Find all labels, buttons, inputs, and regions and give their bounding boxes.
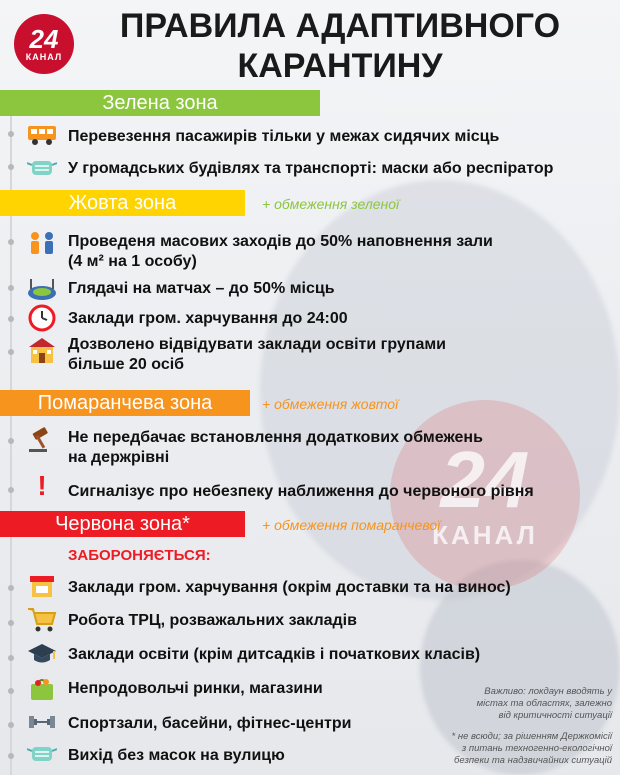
background-logo-label: КАНАЛ bbox=[432, 519, 538, 550]
zone-orange-bar: Помаранчева зона bbox=[0, 390, 250, 416]
clock-icon bbox=[26, 304, 58, 332]
dumbbell-icon bbox=[26, 708, 58, 736]
timeline-dot bbox=[8, 620, 14, 626]
zone-red-bar: Червона зона* bbox=[0, 511, 245, 537]
red-extra: + обмеження помаранчевої bbox=[262, 517, 441, 533]
orange-item-national-level: на держрівні bbox=[68, 449, 170, 466]
note-important bbox=[477, 686, 612, 722]
gavel-icon bbox=[26, 426, 58, 454]
zone-green-bar: Зелена зона bbox=[0, 90, 320, 116]
timeline-dot bbox=[8, 438, 14, 444]
logo-number: 24 bbox=[29, 24, 59, 54]
red-item-catering: Заклади гром. харчування (окрім доставки та на винос) bbox=[68, 579, 511, 596]
yellow-item-matches: Глядачі на матчах – до 50% місць bbox=[68, 280, 335, 297]
green-item-masks: У громадських будівлях та транспорті: маски або респіратор bbox=[68, 160, 554, 177]
food-stall-icon bbox=[26, 572, 58, 600]
red-item-markets: Непродовольчі ринки, магазини bbox=[68, 680, 323, 697]
timeline-dot bbox=[8, 131, 14, 137]
red-item-sports: Спортзали, басейни, фітнес-центри bbox=[68, 715, 352, 732]
timeline-dot bbox=[8, 316, 14, 322]
bus-icon bbox=[26, 121, 58, 149]
red-item-no-masks: Вихід без масок на вулицю bbox=[68, 747, 285, 764]
forbidden-label: ЗАБОРОНЯЄТЬСЯ: bbox=[68, 547, 211, 564]
timeline-dot bbox=[8, 655, 14, 661]
timeline-dot bbox=[8, 164, 14, 170]
orange-item-no-extra-restrictions: Не передбачає встановлення додаткових обмежень bbox=[68, 429, 483, 446]
green-item-transport: Перевезення пасажирів тільки у межах сидячих місць bbox=[68, 128, 500, 145]
timeline-dot bbox=[8, 688, 14, 694]
note-asterisk-line: * не всюди; за рішенням Держкомісії bbox=[451, 731, 612, 742]
shopping-cart-icon bbox=[26, 606, 58, 634]
timeline-dot bbox=[8, 722, 14, 728]
mask-icon bbox=[26, 154, 58, 182]
timeline-dot bbox=[8, 585, 14, 591]
yellow-item-events: Проведеня масових заходів до 50% наповнення зали bbox=[68, 233, 493, 250]
note-important-line: містах та областях, залежно bbox=[476, 698, 612, 709]
yellow-extra: + обмеження зеленої bbox=[262, 196, 400, 212]
zone-yellow-bar: Жовта зона bbox=[0, 190, 245, 216]
red-item-malls: Робота ТРЦ, розважальних закладів bbox=[68, 612, 357, 629]
school-building-icon bbox=[26, 337, 58, 365]
crowd-icon bbox=[26, 229, 58, 257]
logo-label: КАНАЛ bbox=[25, 52, 63, 62]
stadium-icon bbox=[26, 275, 58, 303]
timeline-dot bbox=[8, 239, 14, 245]
page-title: ПРАВИЛА АДАПТИВНОГО КАРАНТИНУ bbox=[119, 7, 561, 85]
yellow-item-events-detail: (4 м² на 1 особу) bbox=[68, 253, 197, 270]
note-asterisk-line: з питань техногенно-екологічної bbox=[461, 743, 612, 754]
note-important-line: Важливо: локдаун вводять у bbox=[484, 686, 612, 697]
yellow-item-education-detail: більше 20 осіб bbox=[68, 356, 185, 373]
background-logo-number: 24 bbox=[440, 434, 530, 524]
timeline-dot bbox=[8, 753, 14, 759]
red-item-education: Заклади освіти (крім дитсадків і початкових класів) bbox=[68, 646, 481, 663]
channel-logo bbox=[14, 14, 74, 74]
note-asterisk bbox=[452, 731, 612, 767]
timeline-dot bbox=[8, 285, 14, 291]
timeline-dot bbox=[8, 487, 14, 493]
market-bag-icon bbox=[26, 674, 58, 702]
note-asterisk-line: безпеки та надзвичайних ситуацій bbox=[454, 755, 612, 766]
exclamation-icon: ! bbox=[37, 470, 47, 501]
yellow-item-catering: Заклади гром. харчування до 24:00 bbox=[68, 310, 348, 327]
note-important-line: від критичності ситуації bbox=[498, 710, 612, 721]
mask-icon bbox=[26, 740, 58, 768]
orange-extra: + обмеження жовтої bbox=[262, 396, 399, 412]
timeline-dot bbox=[8, 349, 14, 355]
graduation-cap-icon bbox=[26, 640, 58, 668]
orange-item-warning: Сигналізує про небезпеку наближення до червоного рівня bbox=[68, 483, 534, 500]
yellow-item-education: Дозволено відвідувати заклади освіти групами bbox=[68, 336, 447, 353]
